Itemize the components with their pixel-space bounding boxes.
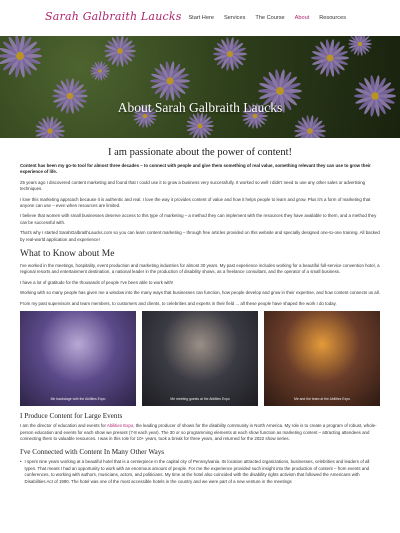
intro-paragraph-2: I love this marketing approach because it is authentic and real. I love the way it provides content of value and how it helps people to learn and grow. Plus it's a form of marketing that anyone can use – even when resources are limited.	[20, 196, 371, 209]
know-paragraph-2: I have a lot of gratitude for the thousands of people I've been able to work with!	[20, 279, 174, 285]
intro-paragraph-4: That's why I started SarahGalbraithLaucks.com so you can learn content marketing – through free articles provided on this website and specially designed one-to-one training. All backed by real-world application and experience!	[20, 230, 380, 242]
site-header	[0, 0, 400, 36]
photo-backstage	[20, 311, 136, 406]
produce-heading: I Produce Content for Large Events	[20, 412, 123, 421]
aster-flowers-image	[0, 36, 400, 138]
nav-resources[interactable]: Resources	[319, 15, 346, 21]
intro-paragraph-1: 25 years ago I discovered content marketing and found that I could use it to grow a business very successfully. It worked so well I didn't need to use any other sales or advertising techniques.	[20, 179, 366, 192]
produce-paragraph	[20, 423, 380, 442]
list-item	[20, 459, 380, 489]
know-paragraph-1: I've worked in the meetings, hospitality, event production and marketing industries for almost 30 years. My past experience includes working for a beautiful full-service convention hotel, a regional resorts and entertainment destination, a national leader in the production of disability shows, as a freelance consultant, and the operator of a small business.	[20, 263, 380, 275]
hero-banner	[0, 36, 400, 138]
nav-start-here[interactable]: Start Here	[188, 15, 214, 21]
photo-caption: Me meeting guests at the Abilities Expo	[170, 396, 230, 401]
bullet-icon: •	[20, 459, 22, 465]
nav-services[interactable]: Services	[223, 15, 246, 21]
know-paragraph-4: From my past supervisors and team members, to customers and clients, to celebrities and experts in their field ... all these people have shaped the work I do today.	[20, 300, 337, 306]
photo-caption: Me and the team at the Abilities Expo	[294, 396, 350, 401]
site-logo[interactable]: Sarah Galbraith Laucks	[45, 10, 182, 23]
intro-heading: I am passionate about the power of content!	[108, 147, 292, 158]
photo-gallery	[20, 311, 380, 406]
main-nav	[188, 15, 346, 21]
photo-caption: Me backstage with the Abilities Expo	[50, 396, 106, 401]
intro-lead: Content has been my go-to tool for almost three decades – to connect with people and give them something of real value, something relevant they can use to grow their experience of life.	[20, 163, 371, 175]
photo-team	[264, 311, 380, 406]
intro-paragraph-3: I believe that women with small businesses deserve access to this type of marketing – a method they can implement with the resources they have available to them, and a method they can be successful with.	[20, 213, 377, 225]
know-heading: What to Know about Me	[20, 249, 115, 260]
nav-about[interactable]: About	[294, 15, 310, 21]
know-paragraph-3: Working with so many people has given me a window into the many ways that businesses can function, how people develop and grow in their expertise, and how content connects us all.	[20, 290, 380, 296]
abilities-expo-link[interactable]: Abilities Expo	[106, 423, 134, 429]
nav-the-course[interactable]: The Course	[255, 15, 285, 21]
photo-guests	[142, 311, 258, 406]
produce-text-2: , the leading producer of shows for the disability community in North America. My role is to create a program of robust, whole-person education and events for each show we present (7-8 each year). The 30 or so programming elements at each show function as marketing content – attracting attendees and connecting them to valuable resources. I was in this role for 10+ years, took a break for three years, and returned for the 2022 show series.	[20, 423, 377, 441]
connected-heading: I've Connected with Content In Many Other Ways	[20, 448, 165, 457]
main-content	[20, 147, 380, 489]
page-title: About Sarah Galbraith Laucks	[117, 100, 283, 115]
connected-paragraph: I spent nine years working at a beautiful hotel that is a centerpiece in the capital city of Pennsylvania. Its location attracted organizations, businesses, celebrities and leaders of all types. That meant I had an opportunity to work with an enormous amount of people. For me the experience provided such insight into the production of content – from events and conferences, to working with authors, musicians, actors, and politicians. My time at the hotel also coincided with the disability rights activism that followed the Americans with Disabilities Act of 1990. The hotel was one of the most accessible hotels in the country and we were part of a new venture in the meetings	[24, 459, 370, 484]
produce-text-1: I am the director of education and events for	[20, 423, 107, 429]
